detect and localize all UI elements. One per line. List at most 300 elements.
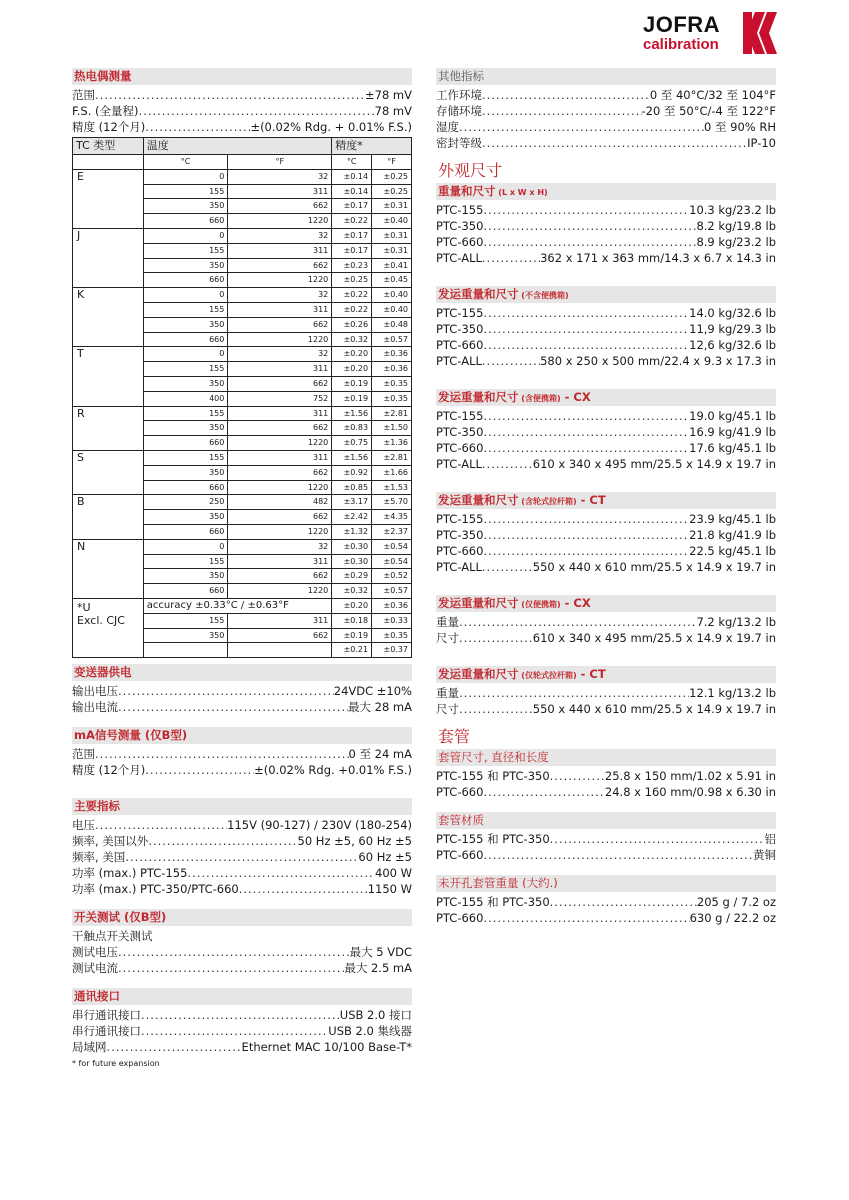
spec-row <box>436 119 776 135</box>
section-title-transmitter: 变送器供电 <box>72 664 412 681</box>
table-cell: ±4.35 <box>372 510 412 525</box>
spec-list <box>436 87 776 151</box>
table-cell: ±0.37 <box>372 643 412 658</box>
spec-list <box>72 746 412 778</box>
spec-value: 205 g / 7.2 oz <box>696 895 776 909</box>
spec-value: 8.9 kg/23.2 lb <box>696 235 776 249</box>
spec-label: PTC-ALL <box>436 560 482 574</box>
spec-row <box>72 699 412 715</box>
table-cell: ±0.20 <box>332 362 372 377</box>
unit-cell: °F <box>372 155 412 170</box>
table-cell: 311 <box>228 362 332 377</box>
table-cell: ±0.75 <box>332 436 372 451</box>
table-cell: ±0.57 <box>372 584 412 599</box>
table-cell: 155 <box>143 450 228 465</box>
spec-label: PTC-155 <box>436 512 484 526</box>
dot-leader <box>483 305 689 321</box>
dot-leader <box>482 353 540 369</box>
table-row <box>73 406 412 421</box>
spec-label: 测试电压 <box>72 945 118 960</box>
table-cell: ±1.53 <box>372 480 412 495</box>
table-cell: 32 <box>228 539 332 554</box>
section-title-ship1: 发运重量和尺寸 (不含便携箱) <box>436 286 776 303</box>
table-cell: ±0.20 <box>332 347 372 362</box>
spec-row <box>436 321 776 337</box>
tc-type-cell: E <box>73 169 144 228</box>
table-cell: ±0.31 <box>372 199 412 214</box>
table-cell: 155 <box>143 362 228 377</box>
table-cell: ±0.35 <box>372 628 412 643</box>
dot-leader <box>95 87 365 103</box>
table-cell: 1220 <box>228 332 332 347</box>
table-cell: ±0.36 <box>372 598 412 613</box>
spec-label: 尺寸 <box>436 631 459 645</box>
dot-leader <box>118 699 348 715</box>
spec-row <box>436 305 776 321</box>
spec-value: 400 W <box>375 866 412 881</box>
dot-leader <box>483 847 753 863</box>
table-cell: 1220 <box>228 480 332 495</box>
table-cell: ±0.36 <box>372 362 412 377</box>
spec-row <box>436 614 776 630</box>
dot-leader <box>550 768 605 784</box>
header-accuracy: 精度* <box>332 138 412 155</box>
spec-label: 湿度 <box>436 120 459 134</box>
spec-label: F.S. (全量程) <box>72 104 139 118</box>
spec-row <box>72 762 412 778</box>
section-title-switch: 开关测试 (仅B型) <box>72 909 412 926</box>
spec-label: PTC-155 <box>436 203 484 217</box>
spec-list <box>436 768 776 800</box>
spec-label: 功率 (max.) PTC-155 <box>72 866 188 881</box>
table-cell: ±0.19 <box>332 628 372 643</box>
spec-value: 550 x 440 x 610 mm/25.5 x 14.9 x 19.7 in <box>532 560 776 574</box>
spec-label: PTC-660 <box>436 785 484 799</box>
dot-leader <box>483 511 689 527</box>
unit-cell: °F <box>228 155 332 170</box>
tc-type-cell: J <box>73 228 144 287</box>
table-header-row <box>73 138 412 155</box>
table-cell: 0 <box>143 288 228 303</box>
table-cell: 0 <box>143 347 228 362</box>
table-cell: ±2.37 <box>372 524 412 539</box>
dot-leader <box>141 1023 328 1039</box>
spec-label: PTC-ALL <box>436 354 482 368</box>
spec-row <box>72 865 412 881</box>
table-cell: 311 <box>228 243 332 258</box>
table-cell: ±1.36 <box>372 436 412 451</box>
table-cell: 155 <box>143 302 228 317</box>
spec-value: 最大 28 mA <box>347 700 412 715</box>
spec-row <box>436 910 776 926</box>
table-cell: ±0.25 <box>372 169 412 184</box>
spec-label: PTC-155 <box>436 409 484 423</box>
section-title-ma: mA信号测量 (仅B型) <box>72 727 412 744</box>
table-cell: ±1.56 <box>332 406 372 421</box>
spec-value: 60 Hz ±5 <box>358 850 412 865</box>
tc-type-cell: T <box>73 347 144 406</box>
table-cell: 662 <box>228 258 332 273</box>
spec-value: 黄铜 <box>753 848 776 862</box>
spec-list <box>436 831 776 863</box>
spec-value: ±78 mV <box>365 88 412 102</box>
spec-label: 功率 (max.) PTC-350/PTC-660 <box>72 882 239 897</box>
table-cell: 311 <box>228 406 332 421</box>
jofra-logo <box>643 12 778 54</box>
dot-leader <box>483 202 689 218</box>
table-cell: 155 <box>143 613 228 628</box>
table-cell: ±0.14 <box>332 184 372 199</box>
spec-label: 串行通讯接口 <box>72 1008 141 1023</box>
spec-row <box>436 894 776 910</box>
table-cell: 662 <box>228 317 332 332</box>
spec-label: PTC-350 <box>436 322 484 336</box>
spec-label: PTC-350 <box>436 219 484 233</box>
spec-row <box>436 337 776 353</box>
spec-label: 范围 <box>72 88 95 102</box>
spec-value: 7.2 kg/13.2 lb <box>696 615 776 629</box>
spec-row <box>436 456 776 472</box>
spec-value: 1150 W <box>367 882 412 897</box>
table-cell: ±0.18 <box>332 613 372 628</box>
table-cell: ±0.52 <box>372 569 412 584</box>
table-cell: ±1.66 <box>372 465 412 480</box>
spec-label: 电压 <box>72 818 95 833</box>
spec-row <box>436 103 776 119</box>
dot-leader <box>483 408 689 424</box>
dot-leader <box>459 614 696 630</box>
spec-row <box>72 119 412 135</box>
spec-value: -20 至 50°C/-4 至 122°F <box>641 104 776 118</box>
table-cell: ±0.22 <box>332 214 372 229</box>
spec-row <box>436 135 776 151</box>
table-cell: 660 <box>143 584 228 599</box>
table-cell: 0 <box>143 539 228 554</box>
tc-accuracy-table <box>72 137 412 658</box>
table-cell: ±0.17 <box>332 243 372 258</box>
spec-row <box>436 784 776 800</box>
spec-label: PTC-155 和 PTC-350 <box>436 769 550 783</box>
spec-value: 最大 2.5 mA <box>344 961 412 976</box>
table-cell: ±0.19 <box>332 376 372 391</box>
spec-row <box>72 683 412 699</box>
table-cell: ±0.40 <box>372 288 412 303</box>
table-cell: 350 <box>143 421 228 436</box>
spec-value: 550 x 440 x 610 mm/25.5 x 14.9 x 19.7 in <box>532 702 776 716</box>
table-cell: 0 <box>143 228 228 243</box>
tc-u-name: *U <box>77 600 91 614</box>
spec-row <box>72 833 412 849</box>
table-cell: ±0.25 <box>372 184 412 199</box>
spec-list <box>436 894 776 926</box>
spec-row <box>72 103 412 119</box>
table-row <box>73 539 412 554</box>
spec-value: 630 g / 22.2 oz <box>689 911 776 925</box>
spec-value: 铝 <box>764 832 776 846</box>
section-title-sleeve-size: 套管尺寸, 直径和长度 <box>436 749 776 766</box>
table-cell: ±0.57 <box>372 332 412 347</box>
spec-list <box>436 408 776 472</box>
spec-label: PTC-660 <box>436 338 484 352</box>
spec-list <box>72 817 412 897</box>
spec-row <box>72 881 412 897</box>
table-cell: ±0.22 <box>332 288 372 303</box>
spec-value: 最大 5 VDC <box>349 945 412 960</box>
spec-label: PTC-660 <box>436 235 484 249</box>
table-cell: ±0.32 <box>332 584 372 599</box>
spec-value: ±(0.02% Rdg. + 0.01% F.S.) <box>250 120 412 134</box>
table-cell: ±0.14 <box>332 169 372 184</box>
spec-row <box>72 960 412 976</box>
dot-leader <box>483 218 696 234</box>
dot-leader <box>482 103 642 119</box>
dot-leader <box>483 337 689 353</box>
spec-row <box>436 353 776 369</box>
table-cell: 662 <box>228 510 332 525</box>
spec-label: 重量 <box>436 615 459 629</box>
table-row <box>73 228 412 243</box>
spec-row <box>436 831 776 847</box>
spec-list <box>72 683 412 715</box>
left-column <box>72 68 412 1068</box>
spec-label: 精度 (12个月) <box>72 763 146 778</box>
dot-leader <box>145 119 250 135</box>
table-cell: ±0.30 <box>332 554 372 569</box>
spec-value: 362 x 171 x 363 mm/14.3 x 6.7 x 14.3 in <box>540 251 776 265</box>
dot-leader <box>95 746 349 762</box>
spec-label: 测试电流 <box>72 961 118 976</box>
dot-leader <box>459 701 533 717</box>
dot-leader <box>459 630 533 646</box>
table-row <box>73 169 412 184</box>
dot-leader <box>550 894 697 910</box>
spec-row <box>72 1023 412 1039</box>
table-cell: ±0.26 <box>332 317 372 332</box>
table-cell: ±0.31 <box>372 228 412 243</box>
spec-list <box>436 305 776 369</box>
spec-row <box>72 944 412 960</box>
table-cell: ±0.41 <box>372 258 412 273</box>
dot-leader <box>483 527 689 543</box>
table-cell: ±0.36 <box>372 347 412 362</box>
table-cell: ±0.35 <box>372 391 412 406</box>
table-cell: 1220 <box>228 584 332 599</box>
spec-label: PTC-660 <box>436 911 484 925</box>
table-cell: 1220 <box>228 524 332 539</box>
table-cell: ±1.50 <box>372 421 412 436</box>
header-temperature: 温度 <box>143 138 331 155</box>
spec-label: 局域网 <box>72 1040 107 1055</box>
tc-u-note: accuracy ±0.33°C / ±0.63°F <box>143 598 331 613</box>
spec-row <box>436 630 776 646</box>
table-row <box>73 347 412 362</box>
table-cell: ±2.42 <box>332 510 372 525</box>
spec-label: PTC-660 <box>436 848 484 862</box>
dot-leader <box>118 944 350 960</box>
dot-leader <box>483 784 605 800</box>
table-cell: ±0.29 <box>332 569 372 584</box>
section-title-sleeve-weight: 未开孔套管重量 (大约.) <box>436 875 776 892</box>
spec-label: 频率, 美国以外 <box>72 834 149 849</box>
spec-row <box>436 424 776 440</box>
spec-value: USB 2.0 接口 <box>339 1008 412 1023</box>
spec-value: IP-10 <box>747 136 776 150</box>
table-cell: 482 <box>228 495 332 510</box>
heading-dimensions: 外观尺寸 <box>438 161 503 180</box>
dot-leader <box>482 250 540 266</box>
spec-value: 16.9 kg/41.9 lb <box>689 425 776 439</box>
table-cell: ±0.17 <box>332 199 372 214</box>
table-cell: ±5.70 <box>372 495 412 510</box>
table-cell: 350 <box>143 376 228 391</box>
table-cell: ±0.35 <box>372 376 412 391</box>
spec-value: 10.3 kg/23.2 lb <box>689 203 776 217</box>
footnote: * for future expansion <box>72 1059 160 1069</box>
dot-leader <box>118 683 334 699</box>
table-cell: 1220 <box>228 273 332 288</box>
spec-value: 24VDC ±10% <box>333 684 412 699</box>
spec-label: 存储环境 <box>436 104 482 118</box>
table-cell: ±0.20 <box>332 598 372 613</box>
spec-row <box>436 511 776 527</box>
spec-value: 25.8 x 150 mm/1.02 x 5.91 in <box>604 769 776 783</box>
heading-sleeve: 套管 <box>438 727 471 746</box>
table-cell: 1220 <box>228 214 332 229</box>
header-tc-type: TC 类型 <box>73 138 144 155</box>
section-title-main: 主要指标 <box>72 798 412 815</box>
table-row <box>73 598 412 613</box>
table-cell: ±0.45 <box>372 273 412 288</box>
spec-list <box>72 87 412 135</box>
spec-label: 输出电流 <box>72 700 118 715</box>
spec-value: 580 x 250 x 500 mm/22.4 x 9.3 x 17.3 in <box>540 354 776 368</box>
spec-value: 14.0 kg/32.6 lb <box>689 306 776 320</box>
spec-label: 串行通讯接口 <box>72 1024 141 1039</box>
table-cell: ±0.32 <box>332 332 372 347</box>
spec-label: PTC-ALL <box>436 457 482 471</box>
table-cell: 350 <box>143 628 228 643</box>
dot-leader <box>483 321 689 337</box>
dot-leader <box>550 831 765 847</box>
section-title-ship5: 发运重量和尺寸 (仅轮式拉杆箱) - CT <box>436 666 776 683</box>
table-cell: ±0.21 <box>332 643 372 658</box>
tc-type-cell: B <box>73 495 144 539</box>
table-cell: ±0.33 <box>372 613 412 628</box>
section-title-comms: 通讯接口 <box>72 988 412 1005</box>
table-cell: 662 <box>228 465 332 480</box>
dot-leader <box>483 234 696 250</box>
spec-value: 610 x 340 x 495 mm/25.5 x 14.9 x 19.7 in <box>532 631 776 645</box>
spec-list <box>436 202 776 266</box>
spec-row <box>436 543 776 559</box>
table-cell: ±1.56 <box>332 450 372 465</box>
table-cell: 660 <box>143 436 228 451</box>
section-title-weight: 重量和尺寸 (L x W x H) <box>436 183 776 200</box>
table-cell: ±0.31 <box>372 243 412 258</box>
spec-row <box>436 685 776 701</box>
spec-value: ±(0.02% Rdg. +0.01% F.S.) <box>254 763 412 778</box>
table-cell: 660 <box>143 273 228 288</box>
spec-value: Ethernet MAC 10/100 Base-T* <box>241 1040 412 1055</box>
spec-label: 密封等级 <box>436 136 482 150</box>
spec-row <box>72 849 412 865</box>
table-cell: ±0.30 <box>332 539 372 554</box>
table-cell: 662 <box>228 199 332 214</box>
table-cell: 311 <box>228 450 332 465</box>
table-cell: ±2.81 <box>372 406 412 421</box>
spec-label: 输出电压 <box>72 684 118 699</box>
table-cell: 752 <box>228 391 332 406</box>
spec-row <box>436 440 776 456</box>
table-cell: 660 <box>143 524 228 539</box>
spec-label: PTC-660 <box>436 544 484 558</box>
table-cell <box>143 643 228 658</box>
spec-value: 115V (90-127) / 230V (180-254) <box>227 818 412 833</box>
dot-leader <box>118 960 344 976</box>
table-cell: 660 <box>143 332 228 347</box>
spec-label: 精度 (12个月) <box>72 120 146 134</box>
table-cell: ±0.40 <box>372 302 412 317</box>
table-cell: ±0.17 <box>332 228 372 243</box>
spec-label: PTC-155 和 PTC-350 <box>436 895 550 909</box>
spec-value: 19.0 kg/45.1 lb <box>689 409 776 423</box>
tc-u-excl: Excl. CJC <box>77 613 125 627</box>
spec-label: PTC-155 <box>436 306 484 320</box>
logo-subtitle: calibration <box>643 36 719 53</box>
spec-value: 0 至 24 mA <box>348 747 412 762</box>
dot-leader <box>141 1007 340 1023</box>
dot-leader <box>239 881 368 897</box>
spec-row <box>72 817 412 833</box>
table-cell: 32 <box>228 288 332 303</box>
table-cell: ±1.32 <box>332 524 372 539</box>
unit-cell: °C <box>332 155 372 170</box>
spec-row <box>436 234 776 250</box>
spec-value: 22.5 kg/45.1 lb <box>689 544 776 558</box>
dot-leader <box>483 543 689 559</box>
tc-type-cell: N <box>73 539 144 598</box>
dot-leader <box>187 865 375 881</box>
table-unit-row <box>73 155 412 170</box>
right-column <box>436 68 776 926</box>
table-cell: 350 <box>143 465 228 480</box>
spec-list <box>436 685 776 717</box>
dot-leader <box>482 559 533 575</box>
dot-leader <box>482 456 533 472</box>
table-cell: 155 <box>143 184 228 199</box>
tc-type-cell <box>73 598 144 657</box>
spec-row <box>436 559 776 575</box>
dot-leader <box>483 424 689 440</box>
spec-row <box>72 87 412 103</box>
spec-value: 8.2 kg/19.8 lb <box>696 219 776 233</box>
spec-value: 50 Hz ±5, 60 Hz ±5 <box>297 834 412 849</box>
spec-value: 12.1 kg/13.2 lb <box>689 686 776 700</box>
table-cell: 155 <box>143 406 228 421</box>
table-cell: ±0.54 <box>372 539 412 554</box>
spec-label: 重量 <box>436 686 459 700</box>
table-cell: 0 <box>143 169 228 184</box>
spec-row <box>436 87 776 103</box>
dot-leader <box>483 910 689 926</box>
spec-label: PTC-660 <box>436 441 484 455</box>
table-cell: 32 <box>228 169 332 184</box>
table-cell: 350 <box>143 569 228 584</box>
spec-value: 21.8 kg/41.9 lb <box>689 528 776 542</box>
table-cell: 350 <box>143 199 228 214</box>
table-cell: 662 <box>228 628 332 643</box>
section-title-thermocouple: 热电偶测量 <box>72 68 412 85</box>
